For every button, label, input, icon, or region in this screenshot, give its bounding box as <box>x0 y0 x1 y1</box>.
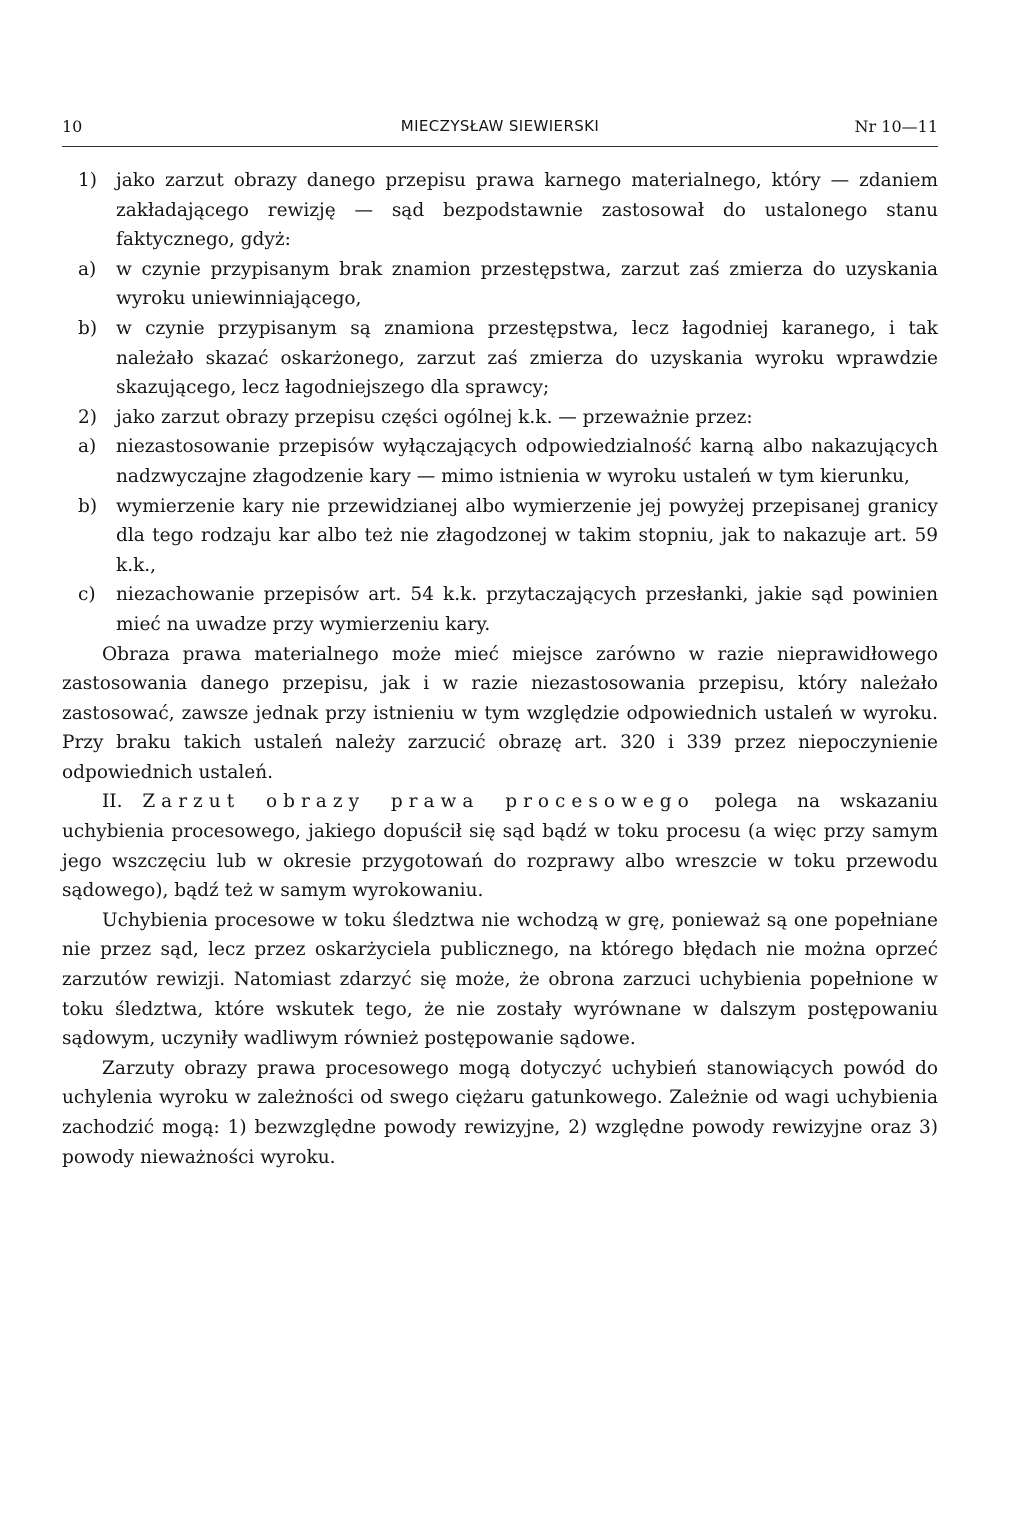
issue-number: Nr 10—11 <box>854 117 938 136</box>
spaced-heading: Zarzut obrazy prawa procesowego <box>142 791 695 813</box>
list-item <box>62 403 938 433</box>
paragraph-investigation: Uchybienia procesowe w toku śledztwa nie wchodzą w grę, ponieważ są one popełniane nie przez sąd, lecz przez oskarżyciela publicznego, na którego błędach nie można oprzeć zarzutów rewizji. Natomiast zdarzyć się może, że obrona zarzuci uchybienia popełnione w toku śledztwa, które wskutek tego, że nie zostały wyrównane w dalszym postępowaniu sądowym, uczyniły wadliwym również postępowanie sądowe. <box>62 909 938 1050</box>
page-number: 10 <box>62 117 83 136</box>
sublist-item <box>62 580 938 639</box>
sublist-item <box>62 314 938 403</box>
paragraph-material-law: Obraza prawa materialnego może mieć miejsce zarówno w razie nieprawidłowego zastosowania danego przepisu, jak i w razie niezastosowania przepisu, który należało zastosować, zawsze jednak przy istnieniu w tym względzie odpowiednich ustaleń w wyroku. Przy braku takich ustaleń należy zarzucić obrazę art. 320 i 339 przez niepoczynienie odpowiednich ustaleń. <box>62 643 938 783</box>
sublist-item-text: niezachowanie przepisów art. 54 k.k. przytaczających przesłanki, jakie sąd powinien mieć na uwadze przy wymierzeniu kary. <box>116 584 938 635</box>
page-body <box>62 166 938 1172</box>
sublist-marker: a) <box>78 258 97 280</box>
sublist-item-text: niezastosowanie przepisów wyłączających odpowiedzialność karną albo nakazujących nadzwyczajne złagodzenie kary — mimo istnienia w wyroku ustaleń w tym kierunku, <box>116 436 938 487</box>
list-item-text: jako zarzut obrazy przepisu części ogólnej k.k. — przeważnie przez: <box>116 406 753 428</box>
running-title: MIECZYSŁAW SIEWIERSKI <box>400 117 600 135</box>
header-rule <box>62 146 938 147</box>
list-item-text: jako zarzut obrazy danego przepisu prawa karnego materialnego, który — zdaniem zakładającego rewizję — sąd bezpodstawnie zastosował do ustalonego stanu faktycznego, gdyż: <box>116 170 938 251</box>
sublist-item <box>62 492 938 581</box>
section-number: II. <box>102 791 143 813</box>
sublist-item-text: w czynie przypisanym brak znamion przestępstwa, zarzut zaś zmierza do uzyskania wyroku uniewinniającego, <box>116 258 938 310</box>
paragraph-text: polega na wskazaniu uchybienia procesowego, jakiego dopuścił się sąd bądź w toku procesu (a więc przy samym jego wszczęciu lub w okresie przygotowań do rozprawy albo wreszcie w toku przewodu sądowego), bądź też w samym wyrokowaniu. <box>62 791 938 902</box>
sublist-item <box>62 255 938 314</box>
sublist-marker: c) <box>78 584 96 606</box>
sublist-item-text: wymierzenie kary nie przewidzianej albo wymierzenie jej powyżej przepisanej granicy dla tego rodzaju kar albo też nie złagodzonej w takim stopniu, jak to nakazuje art. 59 k.k., <box>116 495 938 576</box>
paragraph-procedural-law <box>62 787 938 905</box>
list-marker: 2) <box>78 406 97 428</box>
sublist-item <box>62 432 938 491</box>
list-item <box>62 166 938 255</box>
sublist-marker: b) <box>78 317 98 339</box>
list-marker: 1) <box>78 170 97 191</box>
sublist-marker: b) <box>78 495 98 517</box>
sublist-item-text: w czynie przypisanym są znamiona przestępstwa, lecz łagodniej karanego, i tak należało skazać oskarżonego, zarzut zaś zmierza do uzyskania wyroku wprawdzie skazującego, lecz łagodniejszego dla sprawcy; <box>116 317 938 399</box>
page-header <box>62 117 938 147</box>
paragraph-grounds: Zarzuty obrazy prawa procesowego mogą dotyczyć uchybień stanowiących powód do uchylenia wyroku w zależności od swego ciężaru gatunkowego. Zależnie od wagi uchybienia zachodzić mogą: 1) bezwzględne powody rewizyjne, 2) względne powody rewizyjne oraz 3) powody nieważności wyroku. <box>62 1057 938 1168</box>
sublist-marker: a) <box>78 436 97 458</box>
